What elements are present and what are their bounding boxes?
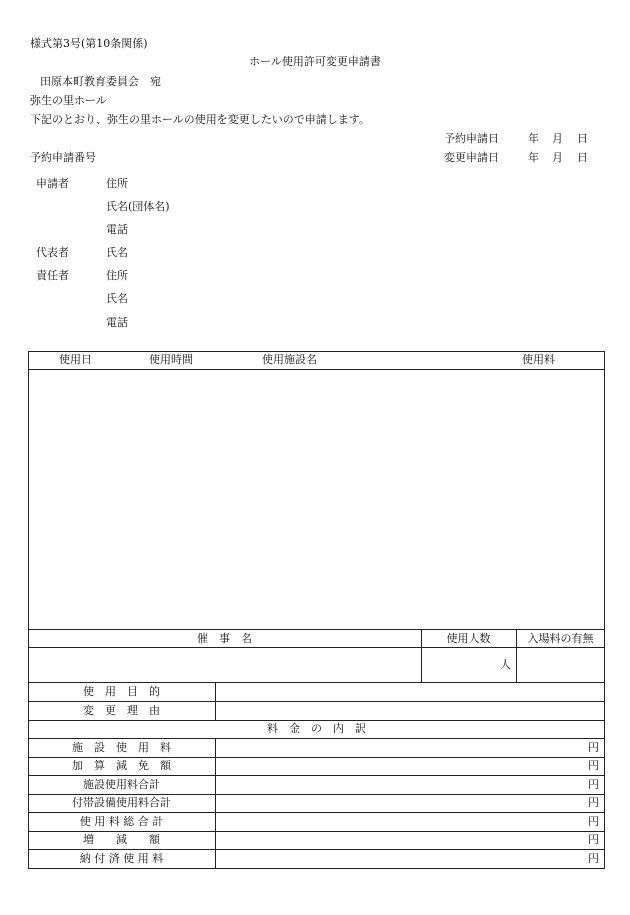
responsible-heading: 責任者 <box>36 269 69 282</box>
event-name-field[interactable] <box>29 648 420 682</box>
equipment-fee-total-unit: 円 <box>588 796 599 809</box>
purpose-label: 使 用 目 的 <box>83 685 160 698</box>
facility-fee-total-label: 施設使用料合計 <box>83 778 160 791</box>
usage-time-header: 使用時間 <box>149 353 193 366</box>
difference-unit: 円 <box>588 833 599 846</box>
adjustment-unit: 円 <box>588 759 599 772</box>
change-year: 年 <box>528 151 539 164</box>
representative-heading: 代表者 <box>36 246 69 259</box>
responsible-phone-label: 電話 <box>106 316 128 329</box>
admission-header: 入場料の有無 <box>527 632 594 645</box>
label-col-divider-bottom <box>215 738 216 869</box>
form-number: 様式第3号(第10条関係) <box>30 37 148 50</box>
intro-text: 下記のとおり、弥生の里ホールの使用を変更したいので申請します。 <box>30 113 370 126</box>
paid-fee-label: 納 付 済 使 用 料 <box>79 852 164 865</box>
event-name-header: 催 事 名 <box>197 632 252 645</box>
applicant-phone-label: 電話 <box>106 223 128 236</box>
facility-fee-total-unit: 円 <box>588 778 599 791</box>
reservation-day: 日 <box>577 132 588 145</box>
hall-name: 弥生の里ホール <box>30 94 107 107</box>
grand-total-unit: 円 <box>588 815 599 828</box>
change-reason-label: 変 更 理 由 <box>83 704 160 717</box>
addressee: 田原本町教育委員会 宛 <box>40 75 161 88</box>
reservation-date-label: 予約申請日 <box>444 132 499 145</box>
responsible-address-label: 住所 <box>106 269 128 282</box>
grand-total-label: 使 用 料 総 合 計 <box>79 815 164 828</box>
reservation-year: 年 <box>528 132 539 145</box>
facility-fee-label: 施 設 使 用 料 <box>72 741 171 754</box>
reservation-month: 月 <box>552 132 563 145</box>
change-day: 日 <box>577 151 588 164</box>
usage-fee-header: 使用料 <box>522 353 555 366</box>
usage-date-header: 使用日 <box>59 353 92 366</box>
page-title: ホール使用許可変更申請書 <box>249 55 381 68</box>
applicant-name-label: 氏名(団体名) <box>106 200 170 213</box>
admission-field[interactable] <box>517 648 604 682</box>
representative-name-label: 氏名 <box>106 246 128 259</box>
difference-label: 増 減 額 <box>83 833 160 846</box>
person-unit: 人 <box>500 658 511 671</box>
paid-fee-unit: 円 <box>588 852 599 865</box>
change-month: 月 <box>552 151 563 164</box>
attendees-header: 使用人数 <box>446 632 491 645</box>
reservation-number-label: 予約申請番号 <box>30 151 96 164</box>
equipment-fee-total-label: 付帯設備使用料合計 <box>72 796 171 809</box>
change-reason-field[interactable] <box>216 702 604 719</box>
adjustment-label: 加 算 減 免 額 <box>72 759 171 772</box>
facility-fee-unit: 円 <box>588 741 599 754</box>
usage-facility-header: 使用施設名 <box>262 353 317 366</box>
change-date-label: 変更申請日 <box>444 151 499 164</box>
fee-breakdown-heading: 料 金 の 内 訳 <box>267 722 366 735</box>
responsible-name-label: 氏名 <box>106 292 128 305</box>
usage-entry-area[interactable] <box>29 370 604 629</box>
applicant-address-label: 住所 <box>106 177 128 190</box>
applicant-heading: 申請者 <box>36 177 69 190</box>
purpose-field[interactable] <box>216 683 604 700</box>
